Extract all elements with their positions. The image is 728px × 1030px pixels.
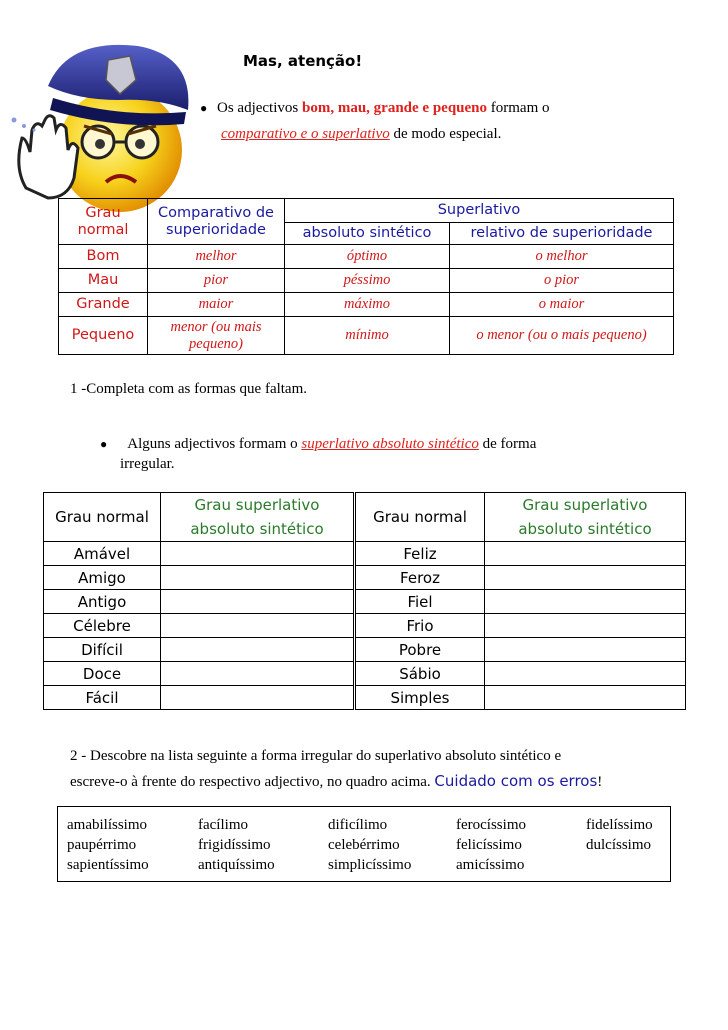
word-list-box — [57, 806, 671, 882]
intro-text-end: formam o — [487, 100, 550, 116]
list-item: dificílimo — [328, 817, 388, 833]
row-label: Mau — [59, 269, 148, 293]
list-item: fidelíssimo — [586, 817, 653, 833]
col-superlativo-header-left: Grau superlativo absoluto sintético — [161, 493, 355, 542]
answer-field-left[interactable] — [161, 638, 355, 662]
list-item: facílimo — [198, 817, 248, 833]
list-item: amabilíssimo — [67, 817, 147, 833]
adjective-right: Sábio — [355, 662, 485, 686]
col-relativo-header: relativo de superioridade — [450, 223, 674, 245]
intro-highlight: bom, mau, grande e pequeno — [301, 100, 488, 116]
list-item: antiquíssimo — [198, 857, 275, 873]
cell-comparativo: menor (ou mais pequeno) — [148, 317, 285, 355]
row-label: Grande — [59, 293, 148, 317]
table-row — [59, 317, 674, 355]
word-list-col-3 — [328, 815, 411, 875]
answer-field-right[interactable] — [485, 566, 686, 590]
bullet2-text: Alguns adjectivos formam o — [127, 436, 302, 452]
list-item: simplicíssimo — [328, 857, 412, 873]
row-label: Bom — [59, 245, 148, 269]
warning-text: Cuidado com os erros — [434, 772, 598, 790]
intro-bullet — [200, 95, 550, 147]
word-list-col-5 — [586, 815, 653, 855]
list-item: dulcíssimo — [586, 837, 652, 853]
table-row — [44, 614, 686, 638]
adjective-left: Fácil — [44, 686, 161, 710]
cell-relativo: o menor (ou o mais pequeno) — [450, 317, 674, 355]
cell-relativo: o pior — [450, 269, 674, 293]
page-title: Mas, atenção! — [243, 52, 363, 70]
exercise-2-line2: escreve-o à frente do respectivo adjectivo, no quadro acima. — [70, 774, 435, 790]
list-item: felicíssimo — [456, 837, 522, 853]
adjective-left: Amável — [44, 542, 161, 566]
adjective-right: Feliz — [355, 542, 485, 566]
exercise-2-line1: 2 - Descobre na lista seguinte a forma irregular do superlativo absoluto sintético e — [70, 748, 562, 764]
col-comparativo-header: Comparativo de superioridade — [148, 199, 285, 245]
word-list-col-2 — [198, 815, 275, 875]
cell-absoluto: óptimo — [285, 245, 450, 269]
col-superlativo-header: Superlativo — [285, 199, 674, 223]
col-grau-normal-header-left: Grau normal — [44, 493, 161, 542]
cell-relativo: o maior — [450, 293, 674, 317]
cell-comparativo: maior — [148, 293, 285, 317]
intro-text: Os adjectivos — [217, 100, 302, 116]
table-row — [44, 566, 686, 590]
col-grau-normal-header: Grau normal — [59, 199, 148, 245]
answer-field-left[interactable] — [161, 590, 355, 614]
exercise-1-text: 1 -Completa com as formas que faltam. — [70, 381, 308, 397]
answer-field-left[interactable] — [161, 686, 355, 710]
bullet-icon: ● — [100, 437, 108, 451]
answer-field-right[interactable] — [485, 590, 686, 614]
intro-line2-text: de modo especial. — [389, 126, 502, 142]
warning-end: ! — [597, 774, 603, 790]
adjective-left: Célebre — [44, 614, 161, 638]
answer-field-left[interactable] — [161, 614, 355, 638]
list-item: amicíssimo — [456, 857, 525, 873]
table-row — [44, 542, 686, 566]
irregular-bullet — [100, 434, 536, 474]
answer-field-left[interactable] — [161, 662, 355, 686]
adjective-right: Frio — [355, 614, 485, 638]
cell-absoluto: péssimo — [285, 269, 450, 293]
col-superlativo-header-right: Grau superlativo absoluto sintético — [485, 493, 686, 542]
row-label: Pequeno — [59, 317, 148, 355]
answer-field-right[interactable] — [485, 614, 686, 638]
answer-field-right[interactable] — [485, 638, 686, 662]
word-list-col-1 — [67, 815, 149, 875]
col-grau-normal-header-right: Grau normal — [355, 493, 485, 542]
table-row — [44, 638, 686, 662]
adjective-right: Pobre — [355, 638, 485, 662]
answer-field-right[interactable] — [485, 686, 686, 710]
list-item: ferocíssimo — [456, 817, 526, 833]
comparative-table — [58, 198, 674, 355]
bullet-icon: ● — [200, 101, 208, 115]
cell-comparativo: pior — [148, 269, 285, 293]
answer-field-left[interactable] — [161, 566, 355, 590]
adjective-left: Amigo — [44, 566, 161, 590]
col-absoluto-header: absoluto sintético — [285, 223, 450, 245]
cell-relativo: o melhor — [450, 245, 674, 269]
list-item: paupérrimo — [67, 837, 137, 853]
police-smiley-stop-icon — [8, 38, 198, 213]
answer-field-left[interactable] — [161, 542, 355, 566]
cell-comparativo: melhor — [148, 245, 285, 269]
table-row — [44, 662, 686, 686]
list-item: celebérrimo — [328, 837, 400, 853]
exercise-2-text — [70, 744, 710, 795]
table-row — [59, 269, 674, 293]
table-row — [59, 293, 674, 317]
bullet2-link: superlativo absoluto sintético — [301, 436, 479, 452]
bullet2-line2: irregular. — [120, 456, 175, 472]
bullet2-text-end: de forma — [478, 436, 537, 452]
adjective-left: Antigo — [44, 590, 161, 614]
answer-field-right[interactable] — [485, 542, 686, 566]
answer-field-right[interactable] — [485, 662, 686, 686]
table-row — [44, 590, 686, 614]
cell-absoluto: máximo — [285, 293, 450, 317]
adjective-right: Fiel — [355, 590, 485, 614]
list-item: sapientíssimo — [67, 857, 149, 873]
cell-absoluto: mínimo — [285, 317, 450, 355]
word-list-col-4 — [456, 815, 526, 875]
list-item: frigidíssimo — [198, 837, 271, 853]
table-row — [59, 245, 674, 269]
superlative-exercise-table — [43, 492, 686, 710]
intro-link: comparativo e o superlativo — [221, 126, 390, 142]
adjective-left: Difícil — [44, 638, 161, 662]
table-row — [44, 686, 686, 710]
adjective-right: Simples — [355, 686, 485, 710]
adjective-left: Doce — [44, 662, 161, 686]
adjective-right: Feroz — [355, 566, 485, 590]
